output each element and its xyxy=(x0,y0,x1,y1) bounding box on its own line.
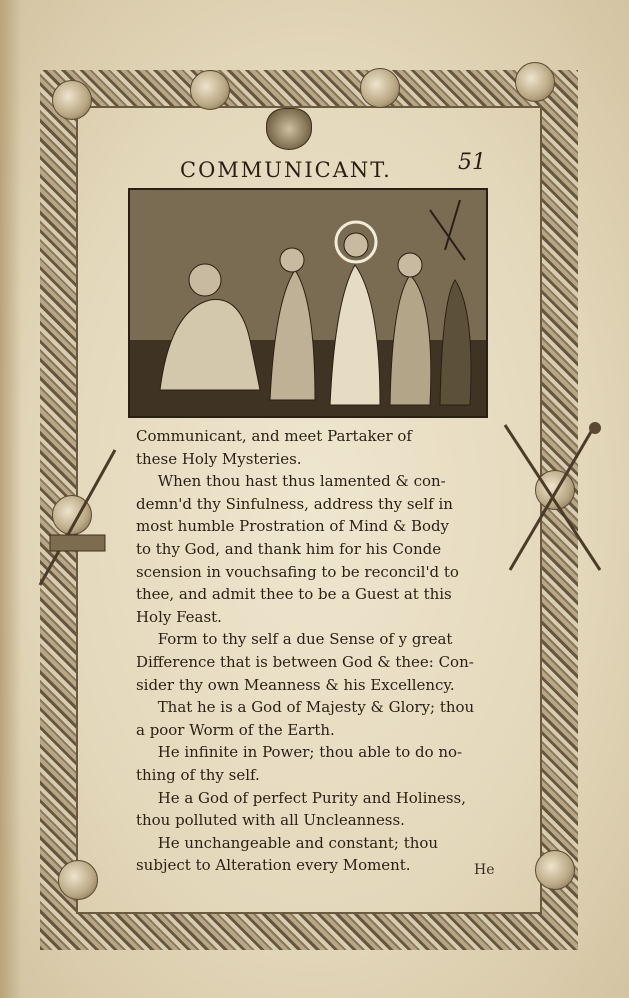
veil-face-emblem-icon xyxy=(266,108,312,150)
text-line: That he is a God of Majesty & Glory; thou xyxy=(157,698,475,717)
text-line: thing of thy self. xyxy=(136,765,260,784)
cherub-top-right-icon xyxy=(515,62,555,102)
text-line: a poor Worm of the Earth. xyxy=(136,720,335,739)
text-line: to thy God, and thank him for his Conde xyxy=(136,539,442,558)
cherub-bottom-left-icon xyxy=(58,860,98,900)
text-line: thee, and admit thee to be a Guest at this xyxy=(136,585,452,604)
text-line: He infinite in Power; thou able to do no- xyxy=(157,743,463,762)
cherub-top-left-icon xyxy=(52,80,92,120)
text-line: Difference that is between God & thee: Con- xyxy=(136,652,474,671)
crossed-instruments-right-icon xyxy=(500,420,610,580)
cherub-top-mid-right-icon xyxy=(360,68,400,108)
text-line: He a God of perfect Purity and Holiness, xyxy=(157,788,467,807)
running-header-title: COMMUNICANT. xyxy=(180,158,392,182)
catchword: He xyxy=(474,862,495,878)
text-line: these Holy Mysteries. xyxy=(136,449,302,468)
engraving-illustration xyxy=(128,188,488,418)
text-line: sider thy own Meanness & his Excellency. xyxy=(136,675,455,694)
text-line: He unchangeable and constant; thou xyxy=(157,833,439,852)
cherub-bottom-right-icon xyxy=(535,850,575,890)
crossed-instruments-left-icon xyxy=(30,445,125,595)
text-line: subject to Alteration every Moment. xyxy=(136,856,411,875)
cherub-top-mid-left-icon xyxy=(190,70,230,110)
text-line: thou polluted with all Uncleanness. xyxy=(136,811,405,830)
text-line: Communicant, and meet Partaker of xyxy=(136,427,412,445)
text-line: Holy Feast. xyxy=(136,607,222,626)
page-body-text xyxy=(136,425,506,877)
text-line: When thou hast thus lamented & con- xyxy=(157,472,446,491)
text-line: demn'd thy Sinfulness, address thy self in xyxy=(136,494,453,513)
text-line: most humble Prostration of Mind & Body xyxy=(136,517,450,536)
text-line: Form to thy self a due Sense of y great xyxy=(157,630,453,649)
text-line: scension in vouchsafing to be reconcil'd to xyxy=(136,562,459,581)
page-gutter-shadow xyxy=(0,0,22,998)
page-number: 51 xyxy=(458,150,486,175)
